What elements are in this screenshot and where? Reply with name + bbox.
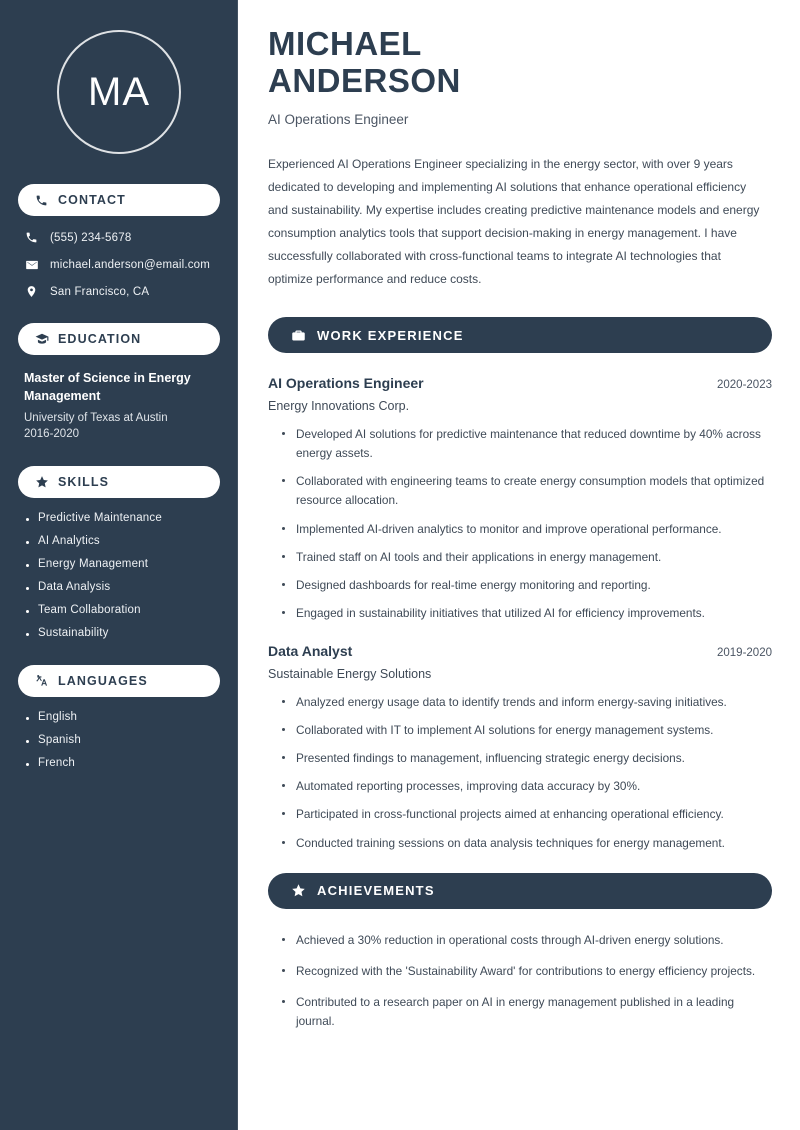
- list-item: Recognized with the 'Sustainability Award' for contributions to energy efficiency projects.: [282, 962, 772, 981]
- skills-list: [18, 512, 220, 639]
- list-item: Collaborated with engineering teams to create energy consumption models that optimized resource allocation.: [282, 472, 772, 510]
- list-item: Conducted training sessions on data analysis techniques for energy management.: [282, 834, 772, 853]
- achievements-list: [268, 931, 772, 1031]
- job-entry: [268, 643, 772, 853]
- envelope-icon: [24, 257, 39, 272]
- first-name: MICHAEL: [268, 25, 422, 62]
- phone-icon: [34, 193, 49, 208]
- contact-location-value: San Francisco, CA: [50, 285, 150, 298]
- briefcase-icon: [290, 327, 306, 343]
- map-pin-icon: [24, 284, 39, 299]
- job-entry: [268, 375, 772, 623]
- list-item: Developed AI solutions for predictive maintenance that reduced downtime by 40% across energy assets.: [282, 425, 772, 463]
- list-item: Team Collaboration: [24, 604, 214, 616]
- phone-icon: [24, 230, 39, 245]
- section-label-education: EDUCATION: [58, 332, 142, 346]
- monogram-initials: MA: [57, 30, 181, 154]
- list-item: Automated reporting processes, improving data accuracy by 30%.: [282, 777, 772, 796]
- job-dates: 2019-2020: [717, 646, 772, 659]
- section-header-languages: [18, 665, 220, 697]
- list-item: Energy Management: [24, 558, 214, 570]
- main-content: [238, 0, 800, 1130]
- education-years: 2016-2020: [24, 428, 79, 441]
- section-header-achievements: [268, 873, 772, 909]
- section-header-contact: [18, 184, 220, 216]
- contact-phone: [18, 230, 220, 245]
- job-role: AI Operations Engineer: [268, 375, 424, 392]
- job-dates: 2020-2023: [717, 379, 772, 392]
- list-item: Contributed to a research paper on AI in energy management published in a leading journal.: [282, 993, 772, 1031]
- education-degree: Master of Science in Energy Management: [24, 371, 191, 404]
- languages-list: [18, 711, 220, 769]
- contact-list: [18, 230, 220, 299]
- job-company: Sustainable Energy Solutions: [268, 666, 432, 681]
- job-header: [268, 643, 772, 659]
- section-label-work-experience: WORK EXPERIENCE: [317, 327, 464, 343]
- list-item: Engaged in sustainability initiatives that utilized AI for efficiency improvements.: [282, 604, 772, 623]
- contact-email: [18, 257, 220, 272]
- list-item: Presented findings to management, influencing strategic energy decisions.: [282, 749, 772, 768]
- section-label-languages: LANGUAGES: [58, 674, 148, 689]
- job-company: Energy Innovations Corp.: [268, 399, 410, 414]
- job-header: [268, 375, 772, 391]
- contact-email-value: michael.anderson@email.com: [50, 258, 211, 271]
- sidebar: [0, 0, 238, 1130]
- list-item: Sustainability: [24, 627, 214, 639]
- list-item: Participated in cross-functional projects aimed at enhancing operational efficiency.: [282, 805, 772, 824]
- list-item: AI Analytics: [24, 535, 214, 547]
- job-role: Data Analyst: [268, 642, 353, 659]
- education-school: University of Texas at Austin: [24, 412, 168, 425]
- professional-summary: Experienced AI Operations Engineer specializing in the energy sector, with over 9 years dedicated to developing and implementing AI solutions that enhance operational efficiency and sustainability. My expertise includes creating predictive maintenance models and energy consumption analytics tools that support decision-making in energy management. I have successfully collaborated with cross-functional teams to integrate AI technologies that optimize performance and reduce costs.: [268, 156, 760, 287]
- contact-location: [18, 284, 220, 299]
- last-name: ANDERSON: [268, 61, 461, 99]
- contact-phone-value: (555) 234-5678: [50, 231, 132, 244]
- section-header-skills: [18, 466, 220, 498]
- section-label-skills: SKILLS: [58, 475, 110, 490]
- list-item: Predictive Maintenance: [24, 512, 214, 524]
- translate-icon: [34, 674, 49, 689]
- job-bullets: [268, 693, 772, 853]
- star-icon: [34, 475, 49, 490]
- list-item: Trained staff on AI tools and their applications in energy management.: [282, 548, 772, 567]
- section-label-achievements: ACHIEVEMENTS: [317, 883, 435, 899]
- list-item: Data Analysis: [24, 581, 214, 593]
- list-item: English: [24, 711, 214, 723]
- section-label-contact: CONTACT: [58, 193, 126, 207]
- job-title: AI Operations Engineer: [268, 111, 409, 127]
- education-entry: [18, 369, 220, 440]
- list-item: Achieved a 30% reduction in operational costs through AI-driven energy solutions.: [282, 931, 772, 950]
- page-title: [268, 26, 772, 100]
- list-item: Implemented AI-driven analytics to monitor and improve operational performance.: [282, 520, 772, 539]
- list-item: Analyzed energy usage data to identify trends and inform energy-saving initiatives.: [282, 693, 772, 712]
- list-item: French: [24, 757, 214, 769]
- list-item: Collaborated with IT to implement AI solutions for energy management systems.: [282, 721, 772, 740]
- job-bullets: [268, 425, 772, 623]
- graduation-cap-icon: [34, 332, 49, 347]
- section-header-work-experience: [268, 317, 772, 353]
- list-item: Spanish: [24, 734, 214, 746]
- avatar: [18, 30, 220, 154]
- list-item: Designed dashboards for real-time energy monitoring and reporting.: [282, 576, 772, 595]
- section-header-education: [18, 323, 220, 355]
- star-icon: [290, 883, 306, 899]
